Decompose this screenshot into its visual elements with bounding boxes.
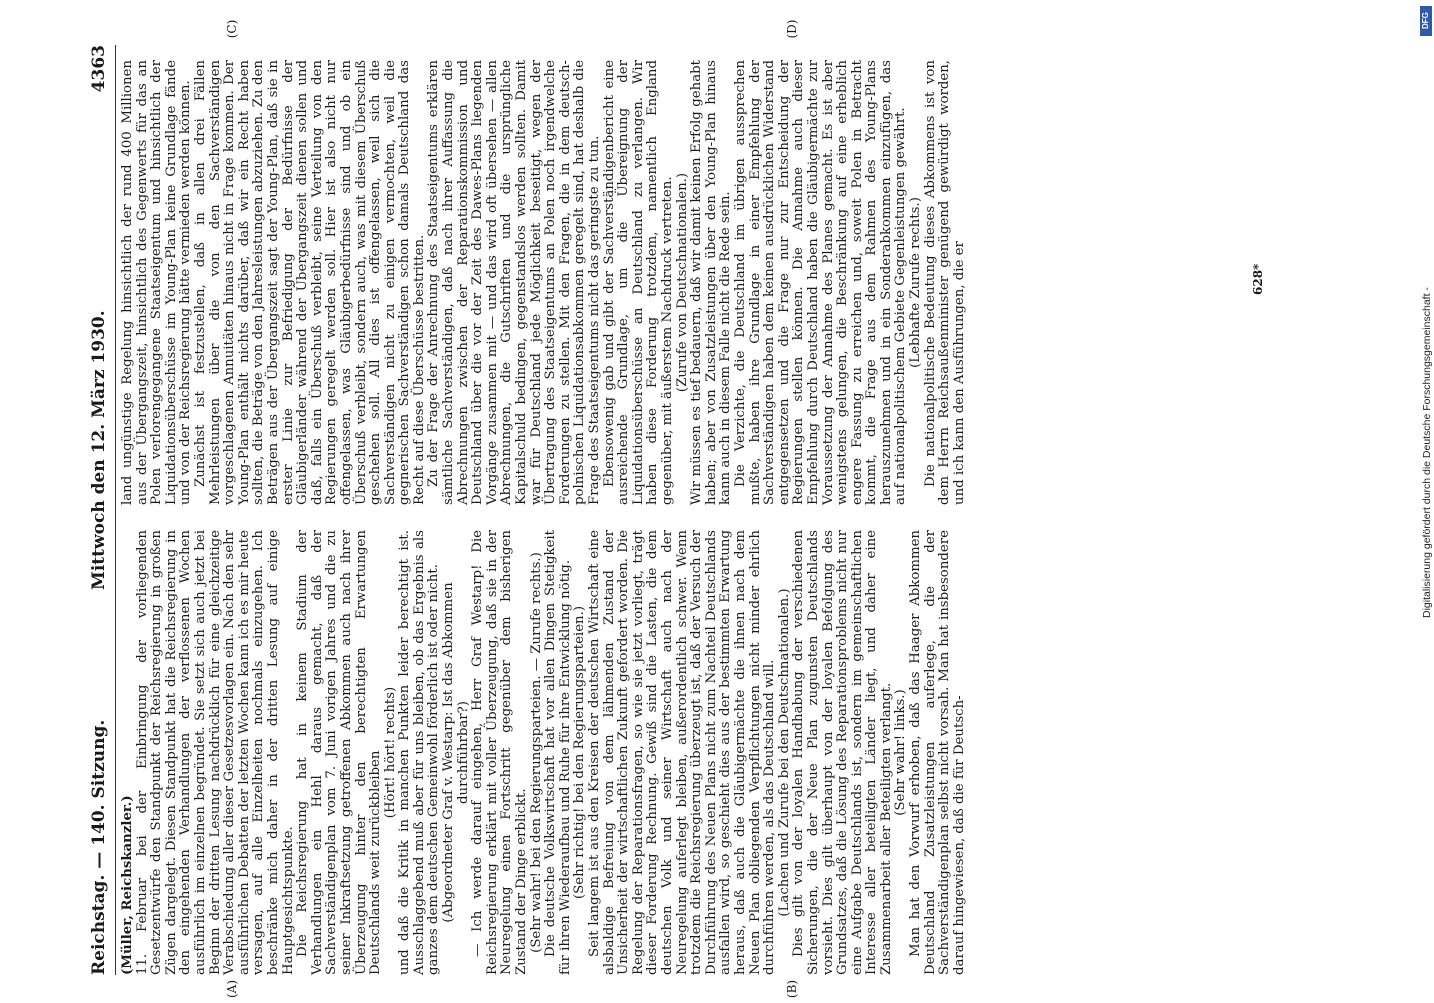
- interjection: (Sehr richtig! bei den Regierungsparteien.): [572, 605, 588, 900]
- header-session: Reichstag. — 140. Sitzung.: [89, 719, 109, 975]
- paragraph: land ungünstige Regelung hinsichtlich der rund 400 Millionen aus der Übergangszeit, hinsichtlich des Gegenwerts für das an Polen verlorengegangene Staatseigentum und hinsichtlich der Liquidationsüberschüsse im Young-Plan keine Grundlage fände und von der Reichsregierung hätte vermieden werden können.: [120, 60, 194, 505]
- interjection: (Sehr wahr! bei den Regierungsparteien. — Zurufe rechts.): [528, 552, 544, 953]
- margin-marker-a: (A): [225, 979, 239, 999]
- paragraph: 11. Februar bei der Einbringung der vorliegenden Gesetzentwürfe den Standpunkt der Reichsregierung in großen Zügen dargelegt. Diesen Standpunkt hat die Reichsregierung in den eingehenden Verhandlungen der verflossenen Wochen ausführlich im einzelnen begründet. Sie setzt sich auch jetzt bei Beginn der dritten Lesung nachdrücklich für eine gleichzeitige Verabschiedung aller dieser Gesetzesvorlagen ein. Nach den sehr ausführlichen Debatten der letzten Wochen kann ich es mir heute versagen, auf alle Einzelheiten nochmals einzugehen. Ich beschränke mich daher in der dritten Lesung auf einige Hauptgesichtspunkte.: [134, 530, 296, 975]
- interjection: (Zurufe von Deutschnationalen.): [674, 172, 690, 393]
- paragraph: Zunächst ist festzustellen, daß in allen drei Fällen Mehrleistungen über die von den Sachverständigen vorgeschlagenen Annuitäten hinaus nicht in Frage kommen. Der Young-Plan enthält nichts darüber, daß wir ein Recht haben sollten, die Beträge von den Jahresleistungen abzuziehen. Zu den Beträgen aus der Übergangszeit sagt der Young-Plan, daß sie in erster Linie zur Befriedigung der Bedürfnisse der Gläubigerländer während der Übergangszeit dienen sollen und daß, falls ein Überschuß verbleibt, seine Verteilung von den Regierungen geregelt werden soll. Hier ist also nicht nur offengelassen, was Gläubigerbedürfnisse sind und ob ein Überschuß verbleibt, sondern auch, was mit diesem Überschuß geschehen soll. All dies ist offengelassen, weil sich die Sachverständigen nicht zu einigen vermochten, weil die gegnerischen Sachverständigen schon damals Deutschland das Recht auf diese Überschüsse bestritten.: [192, 60, 427, 505]
- margin-marker-d: (D): [785, 19, 799, 39]
- left-column: [121, 530, 1271, 975]
- document-page: [85, 19, 1265, 999]
- interjection: (Hört! hört! rechts): [382, 686, 398, 819]
- dfg-logo-icon: DFG: [1420, 6, 1432, 36]
- paragraph: Seit langem ist aus den Kreisen der deutschen Wirtschaft eine alsbaldige Befreiung von dem lähmenden Zustand der Unsicherheit der wirtschaftlichen Zukunft gefordert worden. Die Regelung der Reparationsfragen, so wie sie jetzt vorliegt, trägt dieser Forderung Rechnung. Gewiß sind die Lasten, die dem deutschen Volk und seiner Wirtschaft auch nach der Neuregelung auferlegt bleiben, außerordentlich schwer. Wenn trotzdem die Reichsregierung überzeugt ist, daß der Versuch der Durchführung des Neuen Plans nicht zum Nachteil Deutschlands ausfallen wird, so geschieht dies aus der bestimmten Erwartung heraus, daß auch die Gläubigermächte die ihnen nach dem Neuen Plan obliegenden Verpflichtungen nicht minder ehrlich durchführen werden, als das Deutschland will.: [587, 530, 778, 975]
- dfg-side-strip: [1419, 0, 1433, 1000]
- signature-mark: 628*: [1251, 263, 1265, 295]
- paragraph: Wir müssen es tief bedauern, daß wir damit keinen Erfolg gehabt haben; aber von Zusatzleistungen über den Young-Plan hinaus kann auch in diesem Falle nicht die Rede sein.: [689, 60, 734, 505]
- speaker-line: (Müller, Reichskanzler.): [120, 795, 135, 975]
- interjection: (Lebhafte Zurufe rechts.): [908, 197, 924, 368]
- paragraph: Die deutsche Volkswirtschaft hat vor allen Dingen Stetigkeit für ihren Wiederaufbau und Ruhe für ihre Entwicklung nötig.: [543, 530, 573, 975]
- margin-marker-b: (B): [785, 979, 799, 999]
- header-rule: [115, 45, 116, 975]
- dfg-credit-text: Digitalisierung gefördert durch die Deutsche Forschungsgemeinschaft -: [1421, 287, 1433, 618]
- paragraph: Die Reichsregierung hat in keinem Stadium der Verhandlungen ein Hehl daraus gemacht, daß der Sachverständigenplan vom 7. Juni vorigen Jahres und die zu seiner Inkraftsetzung getroffenen Abkommen auch nach ihrer Überzeugung hinter den berechtigten Erwartungen Deutschlands weit zurückbleiben: [295, 530, 384, 975]
- page-number: 4363: [89, 45, 109, 93]
- header-date: Mittwoch den 12. März 1930.: [89, 310, 109, 590]
- interjection: (Abgeordneter Graf v. Westarp: Ist das Abkommen durchführbar?): [441, 582, 471, 923]
- paragraph: Die nationalpolitische Bedeutung dieses Abkommens ist von dem Herrn Reichsaußenminister genügend gewürdigt worden, und ich kann den Ausführungen, die er: [922, 60, 967, 505]
- paragraph: Man hat den Vorwurf erhoben, daß das Haager Abkommen Deutschland Zusatzleistungen auferlege, die der Sachverständigenplan selbst nicht vorsah. Man hat insbesondere darauf hingewiesen, daß die für Deutsch-: [908, 530, 967, 975]
- paragraph: Dies gilt von der loyalen Handhabung der verschiedenen Sicherungen, die der Neue Plan zugunsten Deutschlands vorsieht. Dies gilt überhaupt von der loyalen Befolgung des Grundsatzes, daß die Lösung des Reparationsproblems nicht nur eine Aufgabe Deutschlands ist, sondern im gemeinschaftlichen Interesse aller beteiligten Länder liegt, und daher eine Zusammenarbeit aller Beteiligten verlangt.: [791, 530, 894, 975]
- paragraph: Ebensowenig gab und gibt der Sachverständigenbericht eine ausreichende Grundlage, um die Übereignung der Liquidationsüberschüsse an Deutschland zu verlangen. Wir haben diese Forderung trotzdem, namentlich England gegenüber, mit äußerstem Nachdruck vertreten.: [601, 60, 675, 505]
- right-column: [121, 60, 1271, 505]
- interjection: (Lachen und Zurufe bei den Deutschnationalen.): [776, 588, 792, 917]
- running-header: [85, 45, 115, 975]
- paragraph: — Ich werde darauf eingehen, Herr Graf Westarp! Die Reichsregierung erklärt mit voller Überzeugung, daß sie in der Neuregelung einen Fortschritt gegenüber dem bisherigen Zustand der Dinge erblickt.: [470, 530, 530, 975]
- margin-marker-c: (C): [225, 19, 239, 39]
- interjection: (Sehr wahr! links.): [893, 689, 909, 816]
- paragraph: Die Verzichte, die Deutschland im übrigen aussprechen mußte, haben ihre Grundlage in einer Empfehlung der Sachverständigen haben dem keinen ausdrücklichen Widerstand entgegensetzen und die Frage nur zur Entscheidung der Regierungen stellen können. Die Annahme auch dieser Empfehlung durch Deutschland haben die Gläubigermächte zur Voraussetzung der Annahme des Planes gemacht. Es ist aber wenigstens gelungen, die Beschränkung auf eine erheblich engere Fassung zu erreichen und, soweit Polen in Betracht kommt, die Frage aus dem Rahmen des Young-Plans herauszunehmen und in ein Sonderabkommen einzufügen, das auf nationalpolitischem Gebiete Gegenleistungen gewährt.: [732, 60, 909, 505]
- paragraph: und daß die Kritik in manchen Punkten leider berechtigt ist. Ausschlaggebend muß aber für uns bleiben, ob das Ergebnis als ganzes dem deutschen Gemeinwohl förderlich ist oder nicht.: [397, 530, 442, 975]
- paragraph: Zu der Frage der Anrechnung des Staatseigentums erklären sämtliche Sachverständigen, daß nach ihrer Auffassung die Abrechnungen zwischen der Reparationskommission und Deutschland über die vor der Zeit des Dawes-Plans liegenden Vorgänge zusammen mit — und das wird oft übersehen — allen Abrechnungen, die Gutschriften und die ursprüngliche Kapitalschuld bedingen, gegenstandslos werden sollten. Damit war für Deutschland jede Möglichkeit beseitigt, wegen der Übertragung des Staatseigentums an Polen noch irgendwelche Forderungen zu stellen. Mit den Fragen, die in dem deutsch-polnischen Liquidationsabkommen geregelt sind, hat deshalb die Frage des Staatseigentums nicht das geringste zu tun.: [426, 60, 602, 505]
